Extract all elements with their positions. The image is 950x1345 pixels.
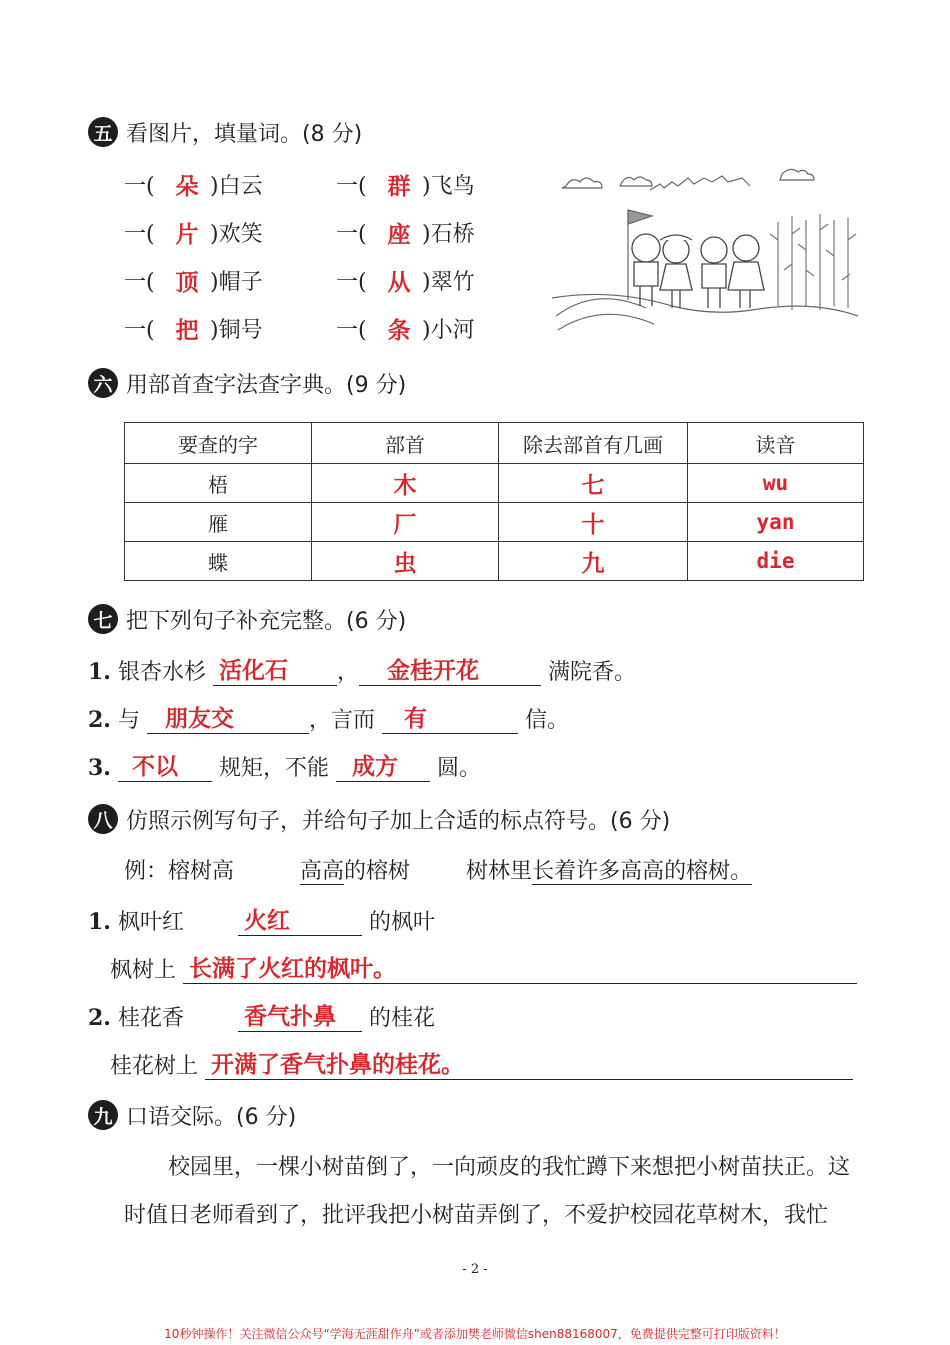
measure-word-item: 一( 朵 )白云	[124, 168, 263, 201]
answer: 群	[387, 174, 411, 200]
question-8-2: 2. 桂花香 香气扑鼻 的桂花	[88, 998, 435, 1032]
char-cell: 雁	[125, 503, 312, 542]
strokes-cell: 十	[499, 503, 688, 542]
column-header: 除去部首有几画	[499, 423, 688, 464]
question-7-1: 1. 银杏水杉 活化石 ， 金桂开花 满院香。	[88, 652, 636, 686]
page-number: - 2 -	[462, 1262, 488, 1277]
section-8-heading	[88, 802, 670, 836]
measure-word-item: 一( 条 )小河	[336, 312, 475, 345]
answer: 条	[387, 318, 411, 344]
pinyin-cell: wu	[688, 464, 864, 503]
birds-icon	[650, 176, 750, 190]
radical-cell: 虫	[312, 542, 499, 581]
column-header: 部首	[312, 423, 499, 464]
answer-blank: 香气扑鼻	[238, 998, 362, 1032]
pinyin-cell: die	[688, 542, 864, 581]
question-7-3: 3. 不以 规矩，不能 成方 圆。	[88, 748, 481, 782]
section-8-title: 仿照示例写句子，并给句子加上合适的标点符号。(6 分)	[126, 808, 671, 834]
section-6-heading	[88, 366, 406, 400]
section-5-heading	[88, 115, 362, 149]
question-8-1-sentence: 枫树上 长满了火红的枫叶。	[110, 950, 857, 984]
answer-line: 开满了香气扑鼻的桂花。	[205, 1046, 853, 1080]
question-8-1: 1. 枫叶红 火红 的枫叶	[88, 902, 435, 936]
example-line: 例：榕树高 高高的榕树 树林里长着许多高高的榕树。	[124, 859, 753, 884]
table-row	[125, 542, 864, 581]
example-word: 高高	[300, 859, 345, 884]
section-9-badge: 九	[88, 1100, 118, 1130]
cloud-icon	[562, 178, 602, 188]
section-7-title: 把下列句子补充完整。(6 分)	[126, 608, 407, 634]
measure-word-item: 一( 座 )石桥	[336, 216, 475, 249]
strokes-cell: 七	[499, 464, 688, 503]
section-5-title: 看图片，填量词。(8 分)	[126, 121, 363, 147]
cloud-icon	[620, 177, 652, 186]
answer: 顶	[175, 270, 199, 296]
measure-word-item: 一( 从 )翠竹	[336, 264, 475, 297]
dialogue-paragraph: 校园里，一棵小树苗倒了，一向顽皮的我忙蹲下来想把小树苗扶正。这 时值日老师看到了，批评我把小树苗弄倒了，不爱护校园花草树木，我忙	[124, 1155, 851, 1228]
char-cell: 梧	[125, 464, 312, 503]
strokes-cell: 九	[499, 542, 688, 581]
answer: 把	[175, 318, 199, 344]
answer-blank: 朋友交	[147, 700, 309, 734]
section-7-badge: 七	[88, 604, 118, 634]
answer: 从	[387, 270, 411, 296]
radical-cell: 厂	[312, 503, 499, 542]
cloud-icon	[780, 169, 814, 180]
radical-cell: 木	[312, 464, 499, 503]
answer-blank: 不以	[118, 748, 212, 782]
example-sentence: 长着许多高高的榕树。	[532, 859, 753, 884]
dictionary-table	[124, 422, 864, 581]
column-header: 读音	[688, 423, 864, 464]
answer-line: 长满了火红的枫叶。	[183, 950, 857, 984]
char-cell: 蝶	[125, 542, 312, 581]
measure-word-item: 一( 顶 )帽子	[124, 264, 263, 297]
question-8-2-sentence: 桂花树上 开满了香气扑鼻的桂花。	[110, 1046, 853, 1080]
pinyin-cell: yan	[688, 503, 864, 542]
section-8-badge: 八	[88, 804, 118, 834]
answer: 片	[175, 222, 199, 248]
section-7-heading	[88, 602, 406, 636]
section-9-title: 口语交际。(6 分)	[126, 1104, 297, 1130]
column-header: 要查的字	[125, 423, 312, 464]
section-5-badge: 五	[88, 117, 118, 147]
question-7-2: 2. 与 朋友交 ，言而 有 信。	[88, 700, 569, 734]
answer-blank: 活化石	[213, 652, 337, 686]
table-header-row	[125, 423, 864, 464]
measure-word-item: 一( 把 )铜号	[124, 312, 263, 345]
answer-blank: 火红	[238, 902, 362, 936]
answer: 朵	[175, 174, 199, 200]
section-9-heading	[88, 1098, 296, 1132]
section-6-badge: 六	[88, 368, 118, 398]
children-park-illustration	[552, 160, 858, 344]
answer-blank: 金桂开花	[359, 652, 541, 686]
section-6-title: 用部首查字法查字典。(9 分)	[126, 372, 407, 398]
promo-banner: 10秒钟操作！关注微信公众号“学海无涯甜作舟”或者添加樊老师微信shen88168007，免费提供完整可打印版资料！	[164, 1327, 786, 1341]
measure-word-item: 一( 群 )飞鸟	[336, 168, 475, 201]
table-row	[125, 464, 864, 503]
answer-blank: 有	[382, 700, 518, 734]
measure-word-item: 一( 片 )欢笑	[124, 216, 263, 249]
answer-blank: 成方	[336, 748, 430, 782]
table-row	[125, 503, 864, 542]
answer: 座	[387, 222, 411, 248]
